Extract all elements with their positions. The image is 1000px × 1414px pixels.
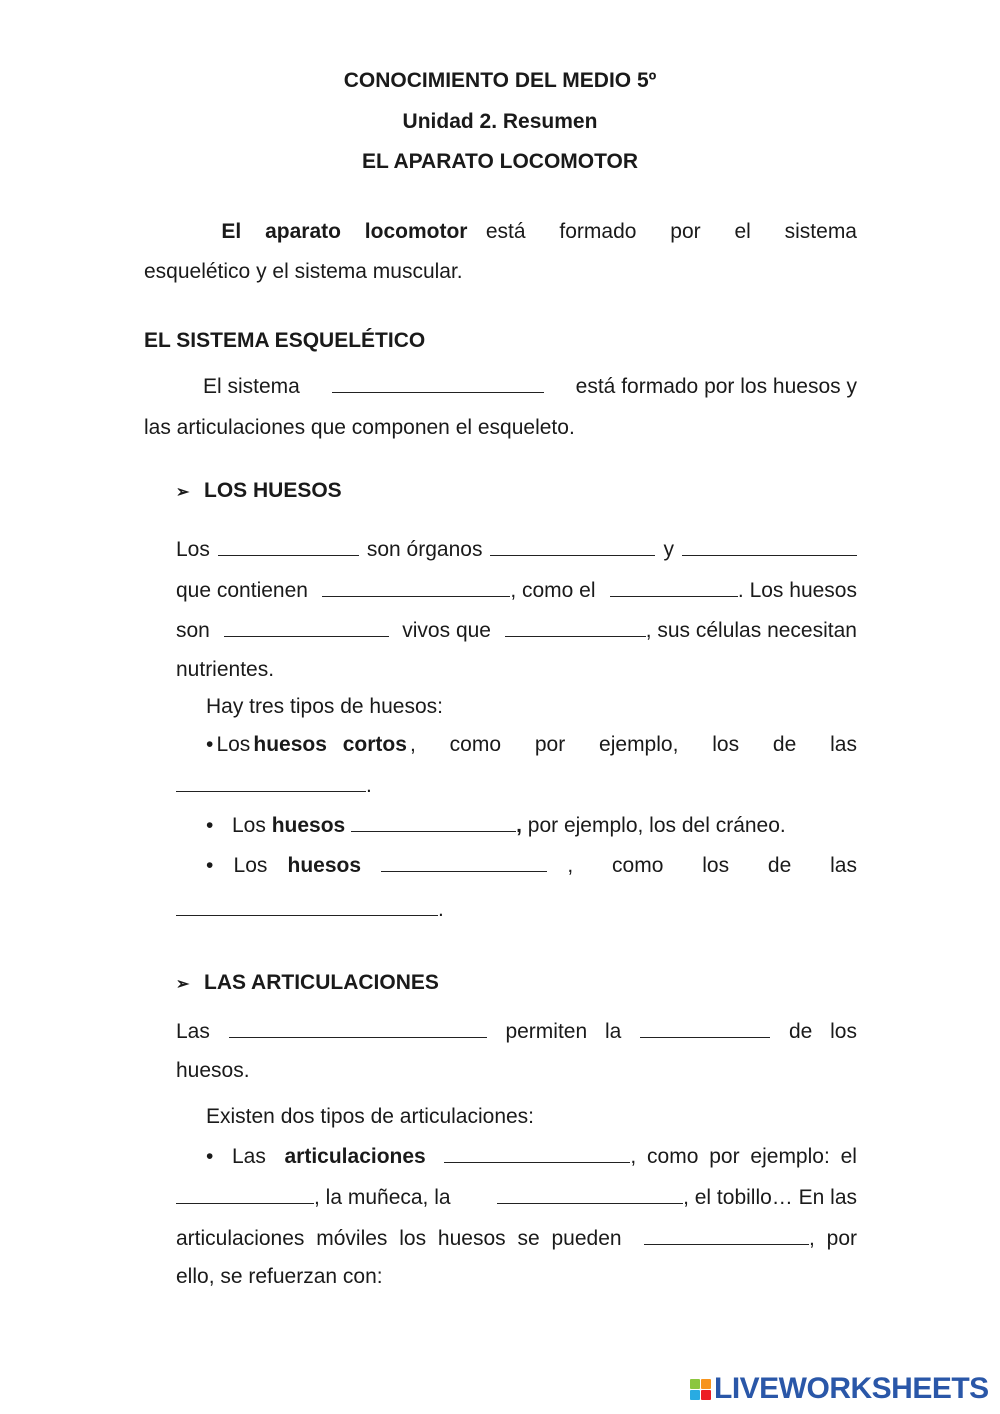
blank-input[interactable] <box>224 618 389 637</box>
subsection-joints <box>176 970 439 998</box>
blank-input[interactable] <box>332 374 544 393</box>
blank-input[interactable] <box>322 578 510 597</box>
bones-text: , como el <box>510 579 596 602</box>
bullet-text: Los <box>216 733 251 756</box>
bones-heading: LOS HUESOS <box>204 479 342 502</box>
blank-input[interactable] <box>644 1226 809 1245</box>
bullet-bold: huesos <box>271 814 346 837</box>
punctuation: , <box>516 814 522 837</box>
bullet-bold: huesos cortos <box>253 733 407 756</box>
joints-text: , el tobillo… En las <box>683 1186 857 1209</box>
bones-line-1 <box>176 537 857 563</box>
bones-text: que contienen <box>176 579 308 602</box>
joints-line-1 <box>176 1019 857 1045</box>
joints-text: permiten la <box>505 1020 622 1043</box>
bullet-icon: • <box>206 814 214 837</box>
blank-input[interactable] <box>176 897 438 916</box>
joints-text: , por <box>808 1227 857 1250</box>
joints-line-3 <box>176 1185 857 1211</box>
bullet-text: Los <box>232 814 266 837</box>
joints-heading: LAS ARTICULACIONES <box>204 971 439 994</box>
joints-line-2: huesos. <box>176 1059 250 1082</box>
bones-text: y <box>663 538 674 561</box>
bones-text: , sus células necesitan <box>645 619 857 642</box>
blank-input[interactable] <box>176 773 366 792</box>
blank-input[interactable] <box>640 1019 770 1038</box>
intro-line-2: esquelético y el sistema muscular. <box>144 260 463 283</box>
skeletal-text-a: El sistema <box>203 375 300 398</box>
bones-line-2 <box>176 578 857 604</box>
bones-text: son órganos <box>366 538 483 561</box>
bones-bullet-3-cont <box>176 897 444 923</box>
bones-text: . Los huesos <box>737 579 857 602</box>
blank-input[interactable] <box>381 853 547 872</box>
bones-bullet-1-cont <box>176 773 372 799</box>
section-heading-skeletal: EL SISTEMA ESQUELÉTICO <box>144 329 426 352</box>
joints-text: de los <box>788 1020 857 1043</box>
bones-bullet-3 <box>206 853 857 879</box>
blank-input[interactable] <box>218 537 359 556</box>
joints-text: articulaciones móviles los huesos se pueden <box>176 1227 622 1250</box>
arrow-bullet-icon: ➢ <box>176 976 190 993</box>
blank-input[interactable] <box>444 1144 630 1163</box>
bullet-bold: articulaciones <box>284 1145 426 1168</box>
punctuation: . <box>438 898 444 921</box>
joints-text: , la muñeca, la <box>314 1186 451 1209</box>
bullet-icon: • <box>206 1145 214 1168</box>
blank-input[interactable] <box>497 1185 683 1204</box>
subsection-bones <box>176 478 342 506</box>
arrow-bullet-icon: ➢ <box>176 484 190 501</box>
blank-input[interactable] <box>610 578 738 597</box>
joints-line-4 <box>176 1226 857 1252</box>
joints-line-5: ello, se refuerzan con: <box>176 1265 383 1288</box>
bones-bullet-1 <box>206 732 857 758</box>
bullet-icon: • <box>206 854 214 877</box>
skeletal-text-b: está formado por los huesos y <box>575 375 857 398</box>
bullet-text: , como los de las <box>567 854 857 877</box>
bones-types-intro: Hay tres tipos de huesos: <box>206 695 443 718</box>
bullet-text: por ejemplo, los del cráneo. <box>527 814 786 837</box>
punctuation: . <box>366 774 372 797</box>
joints-types-intro: Existen dos tipos de articulaciones: <box>206 1105 535 1128</box>
bones-text: son <box>176 619 210 642</box>
blank-input[interactable] <box>490 537 655 556</box>
page-title: CONOCIMIENTO DEL MEDIO 5º <box>343 69 657 92</box>
bones-line-3 <box>176 618 857 644</box>
bullet-text: Las <box>232 1145 266 1168</box>
bullet-icon: • <box>206 733 214 756</box>
intro-text: está formado por el sistema <box>485 220 857 243</box>
intro-bold-lead: El aparato locomotor <box>221 220 468 243</box>
blank-input[interactable] <box>682 537 857 556</box>
page-subtitle: Unidad 2. Resumen <box>402 110 598 133</box>
bullet-bold: huesos <box>287 854 362 877</box>
joints-text: Las <box>176 1020 210 1043</box>
joints-bullet-1 <box>206 1144 857 1170</box>
page-topic: EL APARATO LOCOMOTOR <box>361 150 639 173</box>
bones-text: vivos que <box>402 619 491 642</box>
liveworksheets-text: LIVEWORKSHEETS <box>714 1372 989 1405</box>
blank-input[interactable] <box>351 813 516 832</box>
blank-input[interactable] <box>176 1185 314 1204</box>
skeletal-line-1 <box>203 374 857 400</box>
liveworksheets-logo <box>690 1372 989 1406</box>
bones-bullet-2 <box>206 813 786 839</box>
skeletal-line-2: las articulaciones que componen el esqueleto. <box>144 416 575 439</box>
liveworksheets-mark-icon <box>690 1379 711 1400</box>
blank-input[interactable] <box>229 1019 487 1038</box>
bones-line-4: nutrientes. <box>176 658 275 681</box>
bullet-text: , como por ejemplo, los de las <box>410 733 857 756</box>
bones-text: Los <box>176 538 210 561</box>
bullet-text: , como por ejemplo: el <box>630 1145 857 1168</box>
blank-input[interactable] <box>505 618 646 637</box>
bullet-text: Los <box>233 854 268 877</box>
intro-line-1 <box>144 219 857 245</box>
